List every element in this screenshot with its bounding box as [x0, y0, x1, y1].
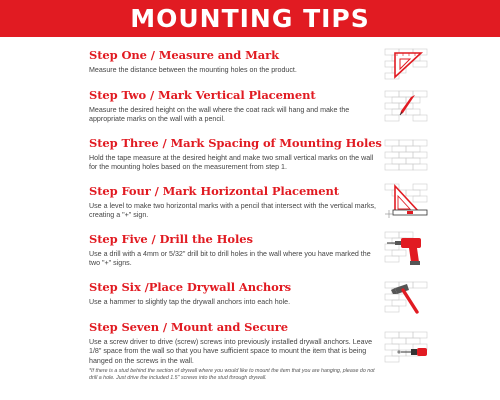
step-one	[89, 48, 379, 75]
step-five	[89, 232, 379, 269]
header-banner	[0, 0, 500, 37]
hammer-icon	[381, 278, 431, 318]
step-title: Step Seven / Mount and Secure	[89, 320, 288, 334]
brick-wall-icon	[381, 136, 431, 176]
step-title: Step Five / Drill the Holes	[89, 232, 253, 246]
step-text: Use a hammer to slightly tap the drywall anchors into each hole.	[89, 298, 291, 306]
step-text: Use a drill with a 4mm or 5/32" drill bit to drill holes in the wall where you have marked the two "+" signs.	[89, 250, 371, 268]
step-six	[89, 280, 379, 307]
page-title: MOUNTING TIPS	[130, 4, 370, 33]
step-text: Hold the tape measure at the desired height and make two small vertical marks on the wall for the mounting holes based on the measurement from step 1.	[89, 154, 374, 172]
drill-icon	[381, 228, 431, 268]
step-text: Use a level to make two horizontal marks with a pencil that intersect with the vertical marks, creating a "+" sign.	[89, 202, 377, 220]
step-text: Measure the distance between the mounting holes on the product.	[89, 66, 297, 74]
step-title: Step Four / Mark Horizontal Placement	[89, 184, 339, 198]
step-title: Step Two / Mark Vertical Placement	[89, 88, 316, 102]
step-four	[89, 184, 379, 221]
step-text: Measure the desired height on the wall where the coat rack will hang and make the appropriate marks on the wall with a pencil.	[89, 106, 350, 124]
step-seven	[89, 320, 379, 381]
step-title: Step Three / Mark Spacing of Mounting Holes	[89, 136, 382, 150]
screwdriver-icon	[381, 328, 431, 368]
step-title: Step One / Measure and Mark	[89, 48, 279, 62]
tape-measure-icon	[381, 45, 431, 85]
step-title: Step Six /Place Drywall Anchors	[89, 280, 292, 294]
step-three	[89, 136, 382, 173]
stud-note: *If there is a stud behind the section of drywall where you would like to mount the item that you are hanging, please do not drill a hole. Just drive the included 1.5" screws into the stud through drywall.	[89, 367, 375, 381]
step-text: Use a screw driver to drive (screw) screws into previously installed drywall anchors. Leave 1/8" space from the wall so that you have sufficient space to mount the item that is being hanged on the screws in the wall.	[89, 338, 373, 365]
level-icon	[381, 180, 431, 220]
pencil-icon	[381, 87, 431, 127]
step-two	[89, 88, 379, 125]
